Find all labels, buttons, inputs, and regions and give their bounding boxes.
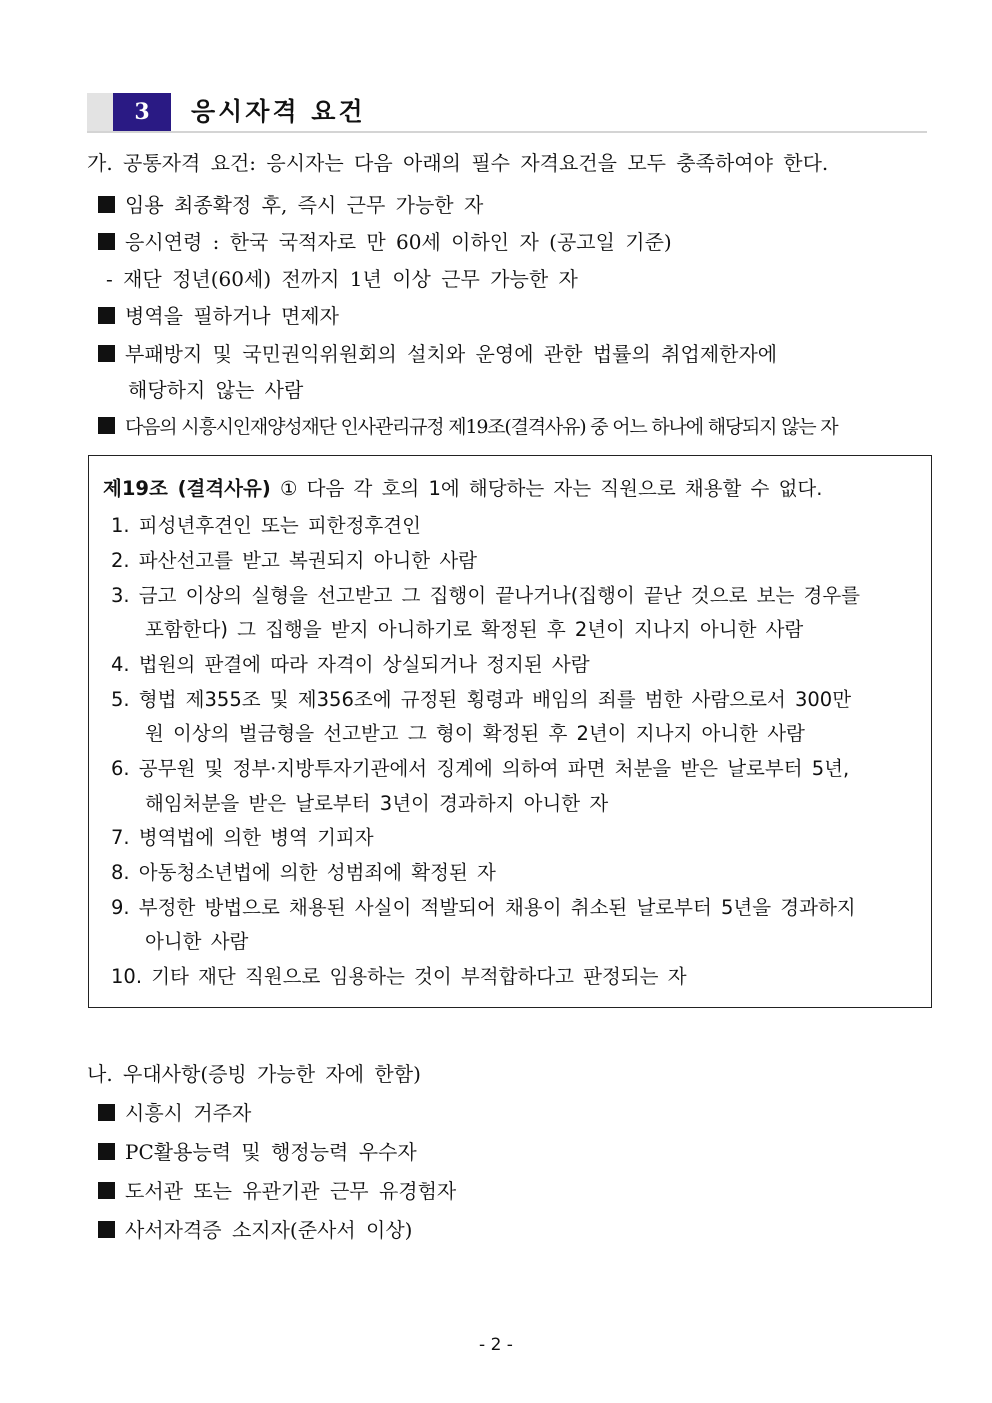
article-line: 원 이상의 벌금형을 선고받고 그 형이 확정된 후 2년이 지나지 아니한 사람: [145, 722, 805, 745]
bullet-square-icon: [98, 1143, 115, 1160]
common-item: 다음의 시흥시인재양성재단 인사관리규정 제19조(결격사유) 중 어느 하나에 해당되지 않는 자: [98, 414, 837, 440]
article-line: 8. 아동청소년법에 의한 성범죄에 확정된 자: [111, 861, 496, 884]
article-line: 4. 법원의 판결에 따라 자격이 상실되거나 정지된 사람: [111, 653, 590, 676]
article-header: [103, 476, 822, 502]
article-line: 1. 피성년후견인 또는 피한정후견인: [111, 514, 421, 537]
article-line: 9. 부정한 방법으로 채용된 사실이 적발되어 채용이 취소된 날로부터 5년을 경과하지: [111, 896, 856, 919]
article-line: 아니한 사람: [145, 930, 249, 953]
article-line: 5. 형법 제355조 및 제356조에 규정된 횡령과 배임의 죄를 범한 사람으로서 300만: [111, 688, 852, 711]
preference-item: 시흥시 거주자: [98, 1100, 251, 1126]
common-item: 응시연령 : 한국 국적자로 만 60세 이하인 자 (공고일 기준): [98, 229, 672, 255]
article-line: 포함한다) 그 집행을 받지 아니하기로 확정된 후 2년이 지나지 아니한 사람: [145, 618, 804, 641]
preference-heading: 나. 우대사항(증빙 가능한 자에 한함): [87, 1062, 421, 1086]
article-line: 7. 병역법에 의한 병역 기피자: [111, 826, 374, 849]
article-line: 3. 금고 이상의 실형을 선고받고 그 집행이 끝나거나(집행이 끝난 것으로 보는 경우를: [111, 584, 861, 607]
common-item: 임용 최종확정 후, 즉시 근무 가능한 자: [98, 192, 483, 218]
section-number: 3: [113, 93, 171, 131]
bullet-square-icon: [98, 307, 115, 324]
section-title: 응시자격 요건: [191, 97, 366, 126]
common-item-continuation: 해당하지 않는 사람: [128, 378, 304, 402]
preference-item: 사서자격증 소지자(준사서 이상): [98, 1217, 412, 1243]
preference-item: 도서관 또는 유관기관 근무 유경험자: [98, 1178, 456, 1204]
section-header-accent: [87, 93, 113, 131]
article-line: 해임처분을 받은 날로부터 3년이 경과하지 아니한 자: [145, 792, 609, 815]
article-line: 2. 파산선고를 받고 복권되지 아니한 사람: [111, 549, 477, 572]
bullet-square-icon: [98, 1182, 115, 1199]
bullet-square-icon: [98, 417, 115, 434]
article-19-box: [88, 455, 932, 1008]
bullet-square-icon: [98, 196, 115, 213]
article-title: 제19조 (결격사유): [103, 477, 271, 500]
section-divider: [87, 131, 927, 133]
common-item: 병역을 필하거나 면제자: [98, 303, 339, 329]
article-intro: ① 다음 각 호의 1에 해당하는 자는 직원으로 채용할 수 없다.: [279, 477, 823, 500]
article-line: 10. 기타 재단 직원으로 임용하는 것이 부적합하다고 판정되는 자: [111, 965, 687, 988]
bullet-square-icon: [98, 233, 115, 250]
preference-item: PC활용능력 및 행정능력 우수자: [98, 1139, 417, 1165]
common-heading: 가. 공통자격 요건: 응시자는 다음 아래의 필수 자격요건을 모두 충족하여야 한다.: [87, 151, 829, 175]
common-sub-item: - 재단 정년(60세) 전까지 1년 이상 근무 가능한 자: [106, 267, 578, 291]
bullet-square-icon: [98, 1221, 115, 1238]
bullet-square-icon: [98, 1104, 115, 1121]
article-line: 6. 공무원 및 정부·지방투자기관에서 징계에 의하여 파면 처분을 받은 날로부터 5년,: [111, 757, 850, 780]
bullet-square-icon: [98, 345, 115, 362]
page-number: - 2 -: [479, 1335, 513, 1355]
section-header: [87, 93, 927, 131]
common-item: 부패방지 및 국민권익위원회의 설치와 운영에 관한 법률의 취업제한자에: [98, 341, 777, 367]
